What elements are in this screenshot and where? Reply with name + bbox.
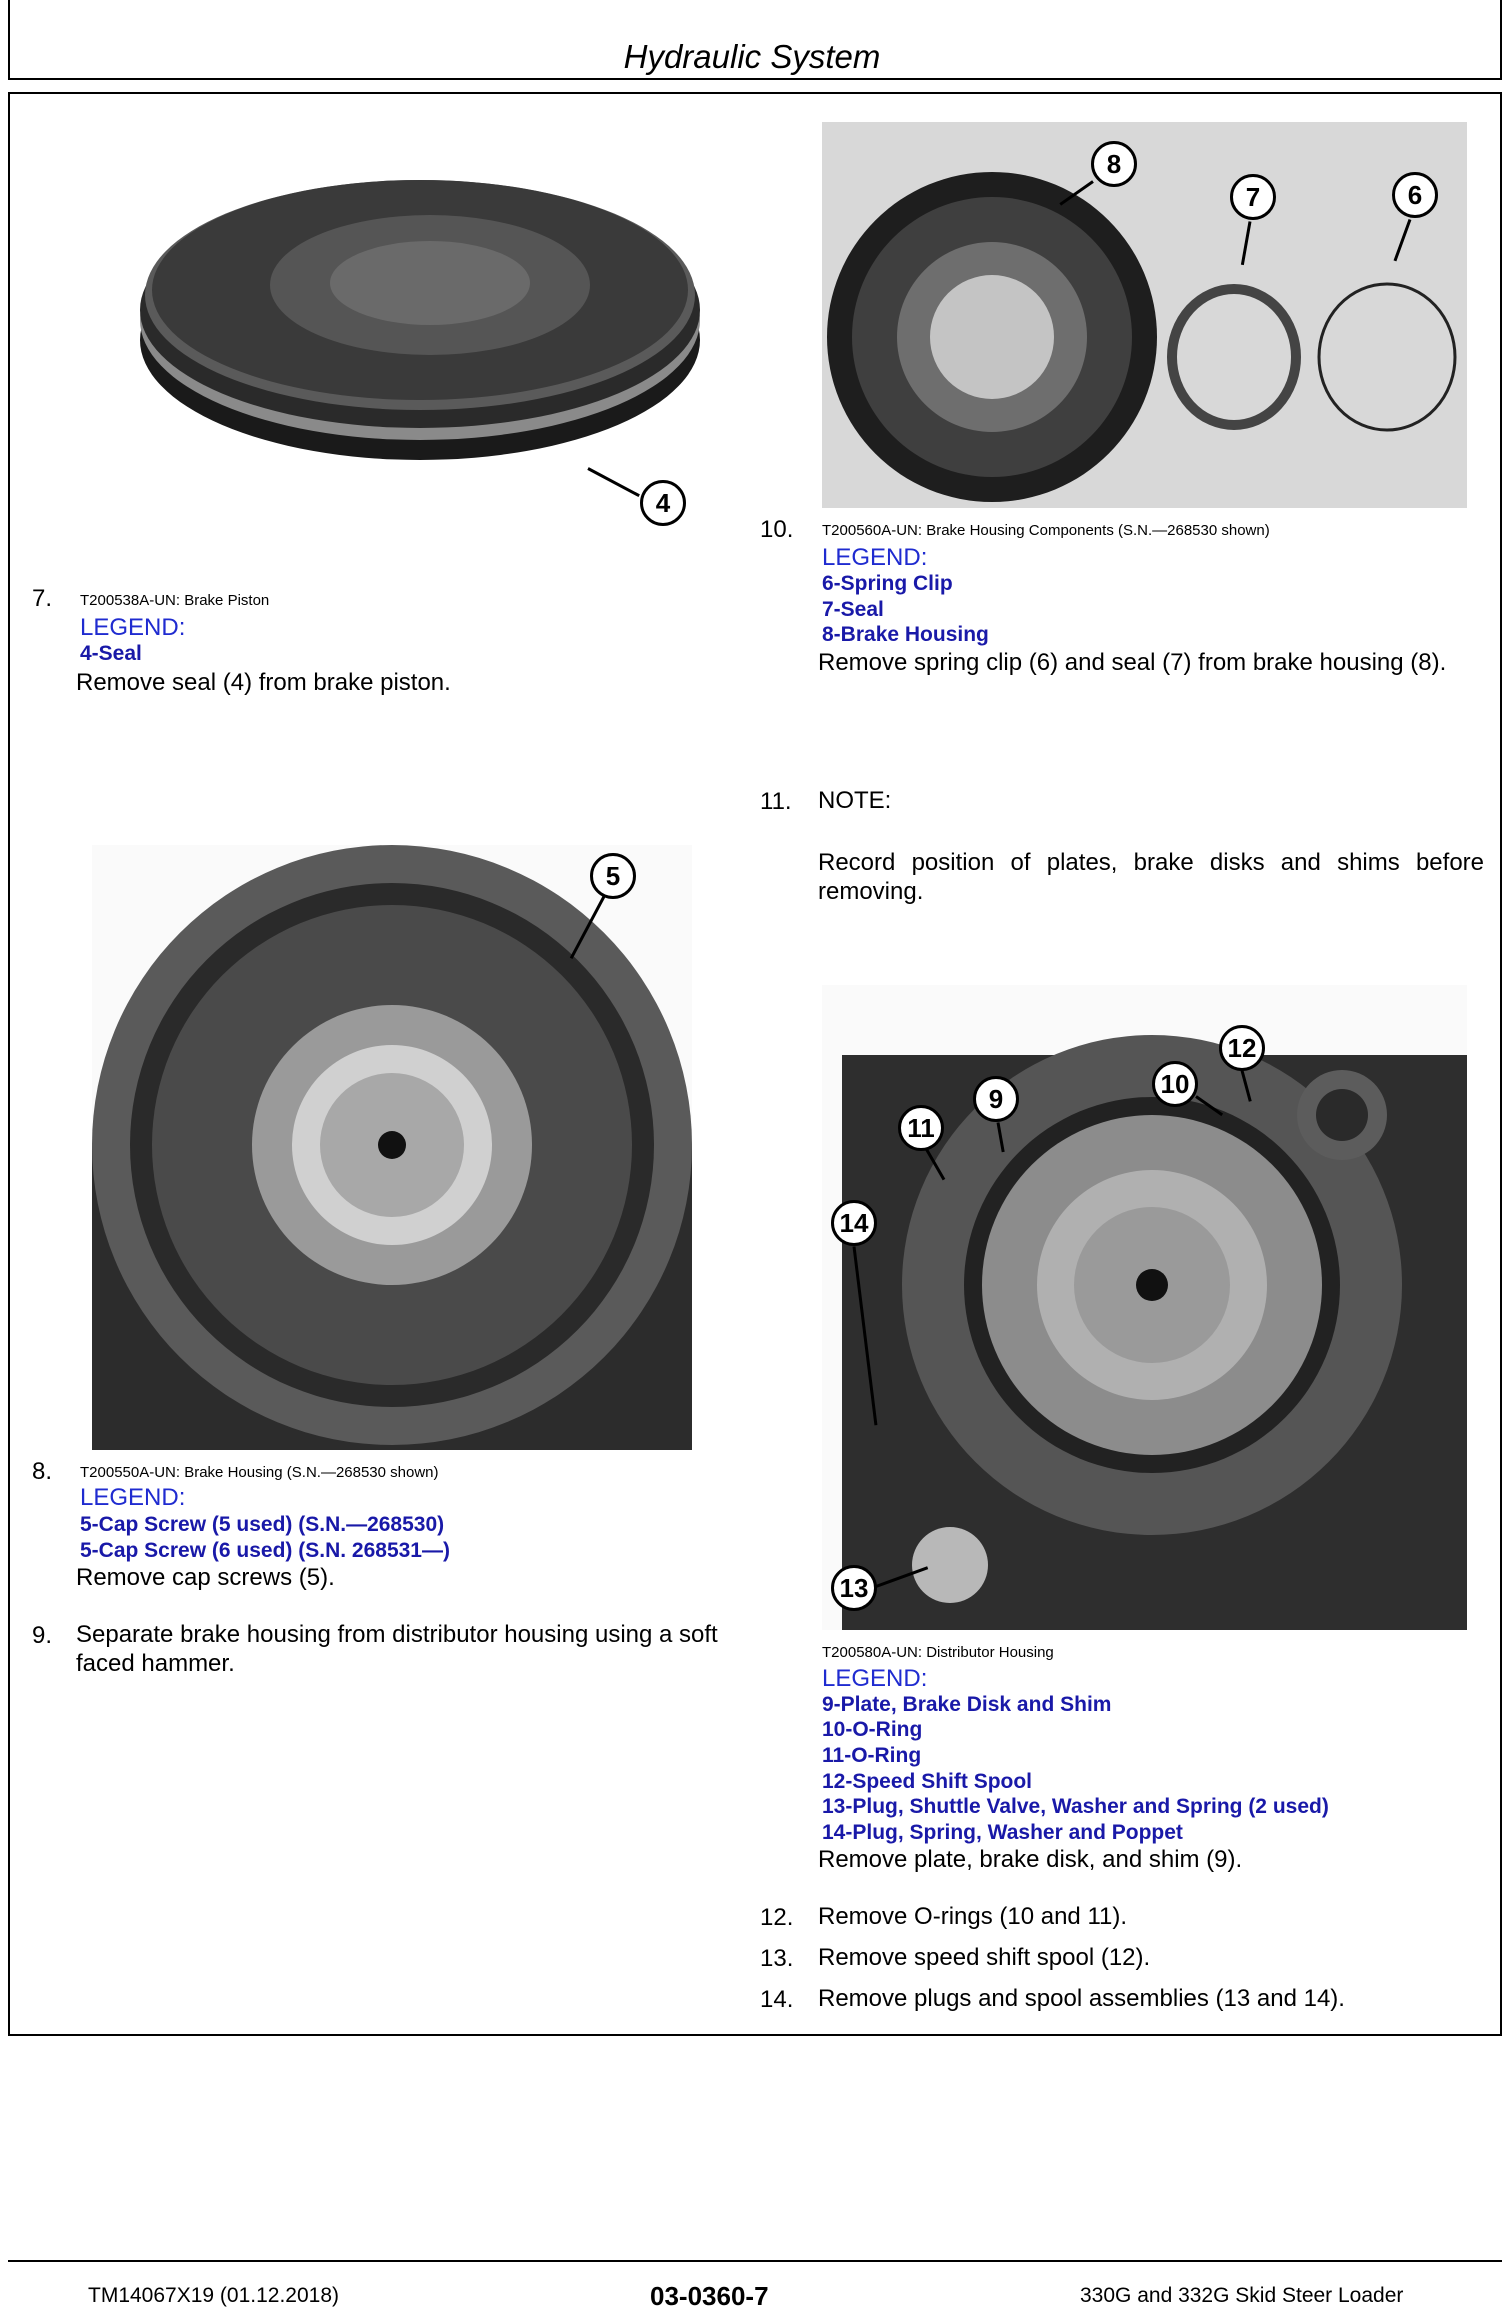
step-10-legend-item: 7-Seal bbox=[822, 598, 884, 621]
step-10-legend-heading: LEGEND: bbox=[822, 544, 928, 571]
step-12-instruction: Remove O-rings (10 and 11). bbox=[818, 1903, 1128, 1930]
callout-4: 4 bbox=[640, 480, 686, 526]
callout-7: 7 bbox=[1230, 174, 1276, 220]
step-11-note: Record position of plates, brake disks and shims before removing. bbox=[818, 849, 1484, 905]
callout-10: 10 bbox=[1152, 1061, 1198, 1107]
page-title: Hydraulic System bbox=[623, 38, 881, 75]
step-8-caption: T200550A-UN: Brake Housing (S.N.—268530 shown) bbox=[80, 1464, 439, 1481]
callout-5: 5 bbox=[590, 853, 636, 899]
brake-housing-components-photo bbox=[822, 122, 1467, 508]
distributor-housing-photo bbox=[822, 985, 1467, 1630]
step-7-legend-item: 4-Seal bbox=[80, 642, 142, 665]
footer-rule bbox=[8, 2260, 1502, 2262]
step-11-legend-item: 12-Speed Shift Spool bbox=[822, 1770, 1033, 1793]
callout-12: 12 bbox=[1219, 1025, 1265, 1071]
step-8-legend-heading: LEGEND: bbox=[80, 1484, 186, 1511]
step-7-legend-heading: LEGEND: bbox=[80, 614, 186, 641]
step-7-caption: T200538A-UN: Brake Piston bbox=[80, 592, 270, 609]
step-11-legend-item: 14-Plug, Spring, Washer and Poppet bbox=[822, 1821, 1183, 1844]
step-11-legend-item: 11-O-Ring bbox=[822, 1744, 922, 1767]
callout-8: 8 bbox=[1091, 141, 1137, 187]
step-10-caption: T200560A-UN: Brake Housing Components (S.N.—268530 shown) bbox=[822, 522, 1270, 539]
step-11-legend-item: 13-Plug, Shuttle Valve, Washer and Spring (2 used) bbox=[822, 1795, 1329, 1818]
step-7-instruction: Remove seal (4) from brake piston. bbox=[76, 669, 451, 696]
step-12-number: 12. bbox=[760, 1904, 794, 1931]
callout-6: 6 bbox=[1392, 172, 1438, 218]
footer-model: 330G and 332G Skid Steer Loader bbox=[1080, 2284, 1404, 2307]
callout-11: 11 bbox=[898, 1105, 944, 1151]
step-10-legend-item: 6-Spring Clip bbox=[822, 572, 953, 595]
step-8-legend-item: 5-Cap Screw (5 used) (S.N.—268530) bbox=[80, 1513, 445, 1536]
footer-doc-id: TM14067X19 (01.12.2018) bbox=[88, 2284, 340, 2307]
step-11-legend-heading: LEGEND: bbox=[822, 1665, 928, 1692]
step-10-legend-item: 8-Brake Housing bbox=[822, 623, 989, 646]
step-8-instruction: Remove cap screws (5). bbox=[76, 1564, 335, 1591]
step-7-number: 7. bbox=[32, 585, 53, 612]
step-11-caption: T200580A-UN: Distributor Housing bbox=[822, 1644, 1054, 1661]
step-14-instruction: Remove plugs and spool assemblies (13 and 14). bbox=[818, 1985, 1345, 2012]
step-9-number: 9. bbox=[32, 1622, 53, 1649]
step-9-instruction: Separate brake housing from distributor housing using a soft faced hammer. bbox=[76, 1621, 718, 1677]
step-11-note-label: NOTE: bbox=[818, 787, 892, 814]
step-11-legend-item: 10-O-Ring bbox=[822, 1718, 923, 1741]
footer-page-number: 03-0360-7 bbox=[650, 2281, 769, 2311]
step-13-number: 13. bbox=[760, 1945, 794, 1972]
callout-9: 9 bbox=[973, 1076, 1019, 1122]
callout-13: 13 bbox=[831, 1565, 877, 1611]
step-8-legend-item: 5-Cap Screw (6 used) (S.N. 268531—) bbox=[80, 1539, 450, 1562]
step-11-instruction: Remove plate, brake disk, and shim (9). bbox=[818, 1846, 1243, 1873]
callout-14: 14 bbox=[831, 1200, 877, 1246]
brake-piston-photo bbox=[130, 115, 710, 535]
step-13-instruction: Remove speed shift spool (12). bbox=[818, 1944, 1151, 1971]
step-10-instruction: Remove spring clip (6) and seal (7) from brake housing (8). bbox=[818, 649, 1447, 676]
step-14-number: 14. bbox=[760, 1986, 794, 2013]
step-8-number: 8. bbox=[32, 1458, 53, 1485]
step-10-number: 10. bbox=[760, 516, 794, 543]
brake-housing-photo bbox=[92, 845, 692, 1450]
step-11-number: 11. bbox=[760, 788, 792, 815]
step-11-legend-item: 9-Plate, Brake Disk and Shim bbox=[822, 1693, 1112, 1716]
